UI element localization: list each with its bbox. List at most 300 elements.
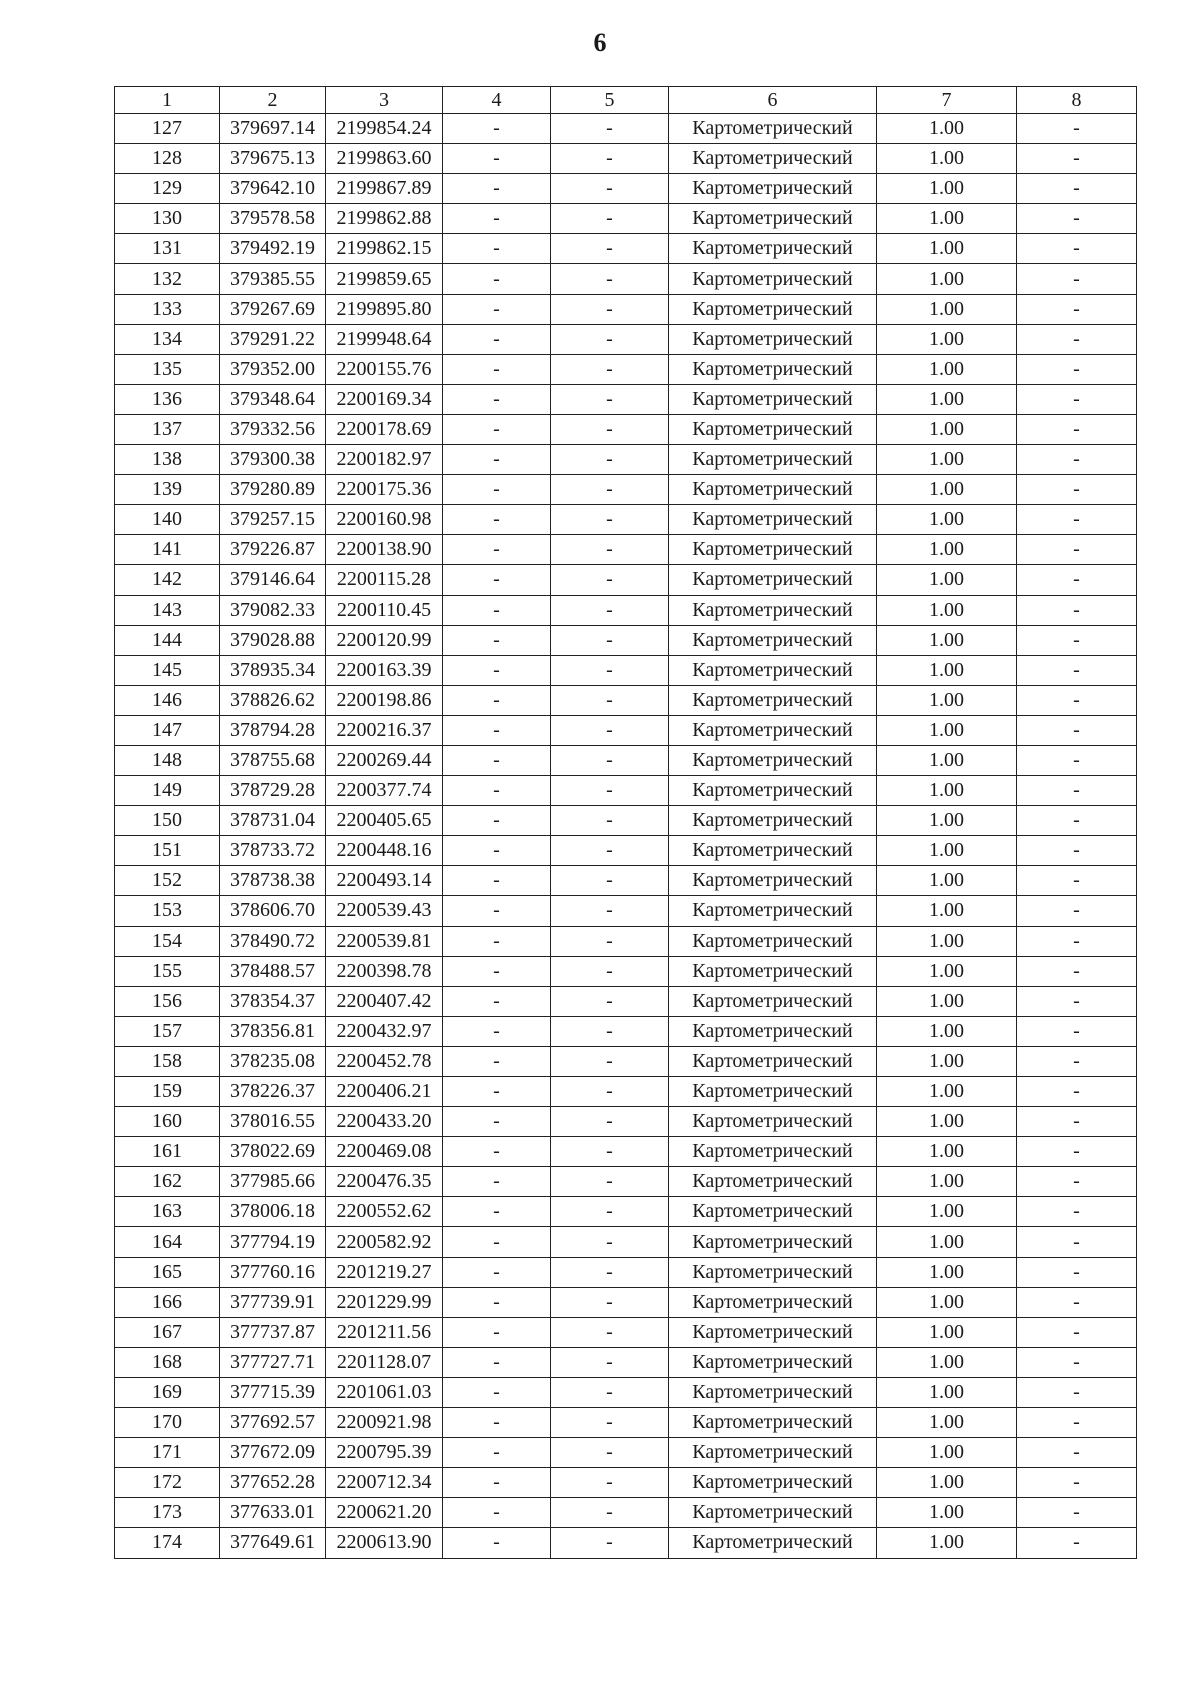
cell-method: Картометрический — [669, 655, 877, 685]
cell-point-number: 167 — [115, 1317, 220, 1347]
cell-col-5: - — [551, 1016, 669, 1046]
table-row — [115, 1077, 1137, 1107]
cell-col-4: - — [443, 625, 551, 655]
cell-col-4: - — [443, 1498, 551, 1528]
cell-col-5: - — [551, 144, 669, 174]
cell-col-5: - — [551, 445, 669, 475]
cell-point-number: 145 — [115, 655, 220, 685]
table-row — [115, 1438, 1137, 1468]
cell-y-coordinate: 2200469.08 — [326, 1137, 443, 1167]
table-row — [115, 836, 1137, 866]
cell-point-number: 138 — [115, 445, 220, 475]
cell-y-coordinate: 2200398.78 — [326, 956, 443, 986]
cell-accuracy: 1.00 — [877, 1287, 1017, 1317]
cell-x-coordinate: 378755.68 — [220, 745, 326, 775]
cell-col-5: - — [551, 174, 669, 204]
cell-col-5: - — [551, 1438, 669, 1468]
cell-accuracy: 1.00 — [877, 625, 1017, 655]
cell-y-coordinate: 2199948.64 — [326, 324, 443, 354]
cell-x-coordinate: 379675.13 — [220, 144, 326, 174]
cell-y-coordinate: 2200582.92 — [326, 1227, 443, 1257]
cell-col-4: - — [443, 294, 551, 324]
cell-col-8: - — [1017, 1317, 1137, 1347]
cell-accuracy: 1.00 — [877, 655, 1017, 685]
cell-col-8: - — [1017, 1498, 1137, 1528]
cell-col-5: - — [551, 1408, 669, 1438]
cell-accuracy: 1.00 — [877, 776, 1017, 806]
cell-col-4: - — [443, 806, 551, 836]
cell-col-8: - — [1017, 1287, 1137, 1317]
cell-point-number: 172 — [115, 1468, 220, 1498]
cell-col-5: - — [551, 354, 669, 384]
cell-col-4: - — [443, 1197, 551, 1227]
cell-accuracy: 1.00 — [877, 1197, 1017, 1227]
cell-col-5: - — [551, 926, 669, 956]
table-row — [115, 1227, 1137, 1257]
cell-x-coordinate: 378356.81 — [220, 1016, 326, 1046]
table-row — [115, 655, 1137, 685]
cell-x-coordinate: 379267.69 — [220, 294, 326, 324]
cell-col-5: - — [551, 1107, 669, 1137]
cell-col-8: - — [1017, 776, 1137, 806]
cell-point-number: 158 — [115, 1046, 220, 1076]
cell-y-coordinate: 2200448.16 — [326, 836, 443, 866]
cell-method: Картометрический — [669, 505, 877, 535]
cell-col-4: - — [443, 655, 551, 685]
cell-col-8: - — [1017, 294, 1137, 324]
cell-accuracy: 1.00 — [877, 414, 1017, 444]
cell-x-coordinate: 378826.62 — [220, 685, 326, 715]
cell-x-coordinate: 379226.87 — [220, 535, 326, 565]
cell-method: Картометрический — [669, 174, 877, 204]
cell-point-number: 166 — [115, 1287, 220, 1317]
cell-accuracy: 1.00 — [877, 685, 1017, 715]
table-header — [115, 87, 1137, 114]
table-row — [115, 715, 1137, 745]
cell-accuracy: 1.00 — [877, 1107, 1017, 1137]
cell-col-5: - — [551, 1137, 669, 1167]
cell-accuracy: 1.00 — [877, 264, 1017, 294]
cell-x-coordinate: 379385.55 — [220, 264, 326, 294]
cell-accuracy: 1.00 — [877, 1377, 1017, 1407]
cell-accuracy: 1.00 — [877, 505, 1017, 535]
cell-point-number: 160 — [115, 1107, 220, 1137]
table-row — [115, 1197, 1137, 1227]
cell-col-4: - — [443, 1528, 551, 1558]
column-header-8: 8 — [1017, 87, 1137, 114]
cell-accuracy: 1.00 — [877, 204, 1017, 234]
cell-y-coordinate: 2200432.97 — [326, 1016, 443, 1046]
table-row — [115, 384, 1137, 414]
cell-col-4: - — [443, 1077, 551, 1107]
table-row — [115, 505, 1137, 535]
cell-col-5: - — [551, 324, 669, 354]
cell-method: Картометрический — [669, 354, 877, 384]
table-row — [115, 745, 1137, 775]
cell-method: Картометрический — [669, 535, 877, 565]
cell-col-4: - — [443, 1287, 551, 1317]
cell-method: Картометрический — [669, 1287, 877, 1317]
cell-y-coordinate: 2200539.81 — [326, 926, 443, 956]
cell-x-coordinate: 378729.28 — [220, 776, 326, 806]
cell-col-8: - — [1017, 384, 1137, 414]
cell-accuracy: 1.00 — [877, 1438, 1017, 1468]
cell-col-4: - — [443, 986, 551, 1016]
cell-y-coordinate: 2199859.65 — [326, 264, 443, 294]
cell-col-8: - — [1017, 1408, 1137, 1438]
cell-y-coordinate: 2200406.21 — [326, 1077, 443, 1107]
cell-col-4: - — [443, 174, 551, 204]
cell-y-coordinate: 2200155.76 — [326, 354, 443, 384]
cell-point-number: 143 — [115, 595, 220, 625]
cell-accuracy: 1.00 — [877, 1468, 1017, 1498]
cell-y-coordinate: 2201211.56 — [326, 1317, 443, 1347]
cell-x-coordinate: 377649.61 — [220, 1528, 326, 1558]
table-row — [115, 625, 1137, 655]
cell-x-coordinate: 378794.28 — [220, 715, 326, 745]
cell-accuracy: 1.00 — [877, 1498, 1017, 1528]
cell-y-coordinate: 2200613.90 — [326, 1528, 443, 1558]
table-row — [115, 1377, 1137, 1407]
cell-point-number: 154 — [115, 926, 220, 956]
cell-col-5: - — [551, 1498, 669, 1528]
cell-col-5: - — [551, 806, 669, 836]
table-row — [115, 595, 1137, 625]
table-row — [115, 896, 1137, 926]
cell-method: Картометрический — [669, 806, 877, 836]
header-row — [115, 87, 1137, 114]
cell-method: Картометрический — [669, 1046, 877, 1076]
cell-col-5: - — [551, 475, 669, 505]
cell-col-4: - — [443, 836, 551, 866]
cell-method: Картометрический — [669, 204, 877, 234]
cell-accuracy: 1.00 — [877, 1046, 1017, 1076]
cell-col-8: - — [1017, 475, 1137, 505]
column-header-5: 5 — [551, 87, 669, 114]
cell-col-8: - — [1017, 565, 1137, 595]
cell-x-coordinate: 379697.14 — [220, 114, 326, 144]
cell-method: Картометрический — [669, 144, 877, 174]
cell-col-8: - — [1017, 1377, 1137, 1407]
cell-col-4: - — [443, 1438, 551, 1468]
table-row — [115, 1287, 1137, 1317]
cell-y-coordinate: 2201229.99 — [326, 1287, 443, 1317]
cell-method: Картометрический — [669, 1107, 877, 1137]
cell-col-4: - — [443, 866, 551, 896]
cell-y-coordinate: 2200115.28 — [326, 565, 443, 595]
cell-col-5: - — [551, 1287, 669, 1317]
table-row — [115, 1498, 1137, 1528]
cell-col-4: - — [443, 1046, 551, 1076]
cell-y-coordinate: 2201219.27 — [326, 1257, 443, 1287]
table-row — [115, 1468, 1137, 1498]
cell-y-coordinate: 2201128.07 — [326, 1347, 443, 1377]
cell-method: Картометрический — [669, 234, 877, 264]
cell-accuracy: 1.00 — [877, 1137, 1017, 1167]
cell-method: Картометрический — [669, 715, 877, 745]
cell-x-coordinate: 377633.01 — [220, 1498, 326, 1528]
coordinates-table — [114, 86, 1137, 1559]
cell-col-4: - — [443, 685, 551, 715]
cell-col-4: - — [443, 264, 551, 294]
cell-x-coordinate: 378354.37 — [220, 986, 326, 1016]
cell-col-4: - — [443, 535, 551, 565]
cell-method: Картометрический — [669, 1227, 877, 1257]
cell-point-number: 130 — [115, 204, 220, 234]
cell-x-coordinate: 377794.19 — [220, 1227, 326, 1257]
cell-point-number: 157 — [115, 1016, 220, 1046]
cell-point-number: 135 — [115, 354, 220, 384]
table-row — [115, 204, 1137, 234]
table-row — [115, 866, 1137, 896]
cell-col-4: - — [443, 1167, 551, 1197]
cell-x-coordinate: 379257.15 — [220, 505, 326, 535]
cell-y-coordinate: 2200433.20 — [326, 1107, 443, 1137]
cell-col-8: - — [1017, 926, 1137, 956]
cell-point-number: 149 — [115, 776, 220, 806]
cell-col-5: - — [551, 1077, 669, 1107]
cell-method: Картометрический — [669, 1347, 877, 1377]
cell-point-number: 153 — [115, 896, 220, 926]
cell-accuracy: 1.00 — [877, 565, 1017, 595]
cell-col-8: - — [1017, 1468, 1137, 1498]
cell-col-4: - — [443, 1016, 551, 1046]
cell-point-number: 133 — [115, 294, 220, 324]
cell-col-4: - — [443, 384, 551, 414]
cell-point-number: 146 — [115, 685, 220, 715]
cell-col-5: - — [551, 1167, 669, 1197]
cell-x-coordinate: 377760.16 — [220, 1257, 326, 1287]
cell-method: Картометрический — [669, 565, 877, 595]
cell-x-coordinate: 378016.55 — [220, 1107, 326, 1137]
cell-method: Картометрический — [669, 1408, 877, 1438]
cell-method: Картометрический — [669, 414, 877, 444]
cell-accuracy: 1.00 — [877, 1528, 1017, 1558]
cell-point-number: 134 — [115, 324, 220, 354]
cell-y-coordinate: 2199854.24 — [326, 114, 443, 144]
cell-col-8: - — [1017, 1197, 1137, 1227]
cell-col-5: - — [551, 745, 669, 775]
cell-col-5: - — [551, 1317, 669, 1347]
table-row — [115, 264, 1137, 294]
cell-method: Картометрический — [669, 986, 877, 1016]
cell-method: Картометрический — [669, 1077, 877, 1107]
cell-y-coordinate: 2199862.15 — [326, 234, 443, 264]
cell-y-coordinate: 2200110.45 — [326, 595, 443, 625]
cell-col-5: - — [551, 625, 669, 655]
cell-point-number: 144 — [115, 625, 220, 655]
cell-col-8: - — [1017, 1227, 1137, 1257]
cell-y-coordinate: 2200795.39 — [326, 1438, 443, 1468]
cell-point-number: 140 — [115, 505, 220, 535]
cell-col-4: - — [443, 1468, 551, 1498]
table-row — [115, 1137, 1137, 1167]
table-row — [115, 324, 1137, 354]
cell-col-5: - — [551, 1468, 669, 1498]
cell-col-5: - — [551, 1227, 669, 1257]
table-row — [115, 1408, 1137, 1438]
table-row — [115, 776, 1137, 806]
cell-point-number: 165 — [115, 1257, 220, 1287]
cell-point-number: 128 — [115, 144, 220, 174]
cell-method: Картометрический — [669, 776, 877, 806]
cell-method: Картометрический — [669, 475, 877, 505]
cell-point-number: 137 — [115, 414, 220, 444]
cell-y-coordinate: 2200182.97 — [326, 445, 443, 475]
cell-accuracy: 1.00 — [877, 986, 1017, 1016]
cell-accuracy: 1.00 — [877, 1408, 1017, 1438]
cell-method: Картометрический — [669, 1468, 877, 1498]
cell-x-coordinate: 378235.08 — [220, 1046, 326, 1076]
cell-method: Картометрический — [669, 1377, 877, 1407]
cell-x-coordinate: 378733.72 — [220, 836, 326, 866]
cell-point-number: 152 — [115, 866, 220, 896]
cell-x-coordinate: 379280.89 — [220, 475, 326, 505]
cell-x-coordinate: 379578.58 — [220, 204, 326, 234]
cell-x-coordinate: 378935.34 — [220, 655, 326, 685]
cell-x-coordinate: 379146.64 — [220, 565, 326, 595]
cell-col-5: - — [551, 1046, 669, 1076]
cell-col-4: - — [443, 595, 551, 625]
cell-method: Картометрический — [669, 445, 877, 475]
cell-col-4: - — [443, 505, 551, 535]
cell-x-coordinate: 378006.18 — [220, 1197, 326, 1227]
table-row — [115, 806, 1137, 836]
cell-x-coordinate: 378490.72 — [220, 926, 326, 956]
table-row — [115, 414, 1137, 444]
cell-col-8: - — [1017, 264, 1137, 294]
cell-col-4: - — [443, 1107, 551, 1137]
cell-point-number: 136 — [115, 384, 220, 414]
cell-col-5: - — [551, 535, 669, 565]
table-row — [115, 114, 1137, 144]
cell-col-5: - — [551, 384, 669, 414]
cell-y-coordinate: 2200552.62 — [326, 1197, 443, 1227]
cell-method: Картометрический — [669, 595, 877, 625]
cell-col-5: - — [551, 896, 669, 926]
cell-accuracy: 1.00 — [877, 715, 1017, 745]
cell-x-coordinate: 378022.69 — [220, 1137, 326, 1167]
cell-method: Картометрический — [669, 1317, 877, 1347]
cell-col-8: - — [1017, 354, 1137, 384]
cell-x-coordinate: 377737.87 — [220, 1317, 326, 1347]
cell-y-coordinate: 2200216.37 — [326, 715, 443, 745]
cell-col-4: - — [443, 1347, 551, 1377]
table-row — [115, 354, 1137, 384]
cell-x-coordinate: 378606.70 — [220, 896, 326, 926]
cell-point-number: 139 — [115, 475, 220, 505]
table-row — [115, 1317, 1137, 1347]
cell-col-8: - — [1017, 956, 1137, 986]
table-row — [115, 1257, 1137, 1287]
cell-col-5: - — [551, 264, 669, 294]
cell-accuracy: 1.00 — [877, 595, 1017, 625]
cell-y-coordinate: 2200160.98 — [326, 505, 443, 535]
cell-accuracy: 1.00 — [877, 354, 1017, 384]
cell-col-4: - — [443, 745, 551, 775]
cell-x-coordinate: 377692.57 — [220, 1408, 326, 1438]
cell-x-coordinate: 378738.38 — [220, 866, 326, 896]
cell-col-8: - — [1017, 836, 1137, 866]
column-header-6: 6 — [669, 87, 877, 114]
cell-accuracy: 1.00 — [877, 806, 1017, 836]
cell-x-coordinate: 377985.66 — [220, 1167, 326, 1197]
cell-x-coordinate: 379348.64 — [220, 384, 326, 414]
cell-y-coordinate: 2200452.78 — [326, 1046, 443, 1076]
table-row — [115, 1347, 1137, 1377]
cell-col-8: - — [1017, 685, 1137, 715]
cell-col-5: - — [551, 986, 669, 1016]
cell-point-number: 162 — [115, 1167, 220, 1197]
cell-method: Картометрический — [669, 1257, 877, 1287]
cell-col-8: - — [1017, 535, 1137, 565]
cell-col-4: - — [443, 956, 551, 986]
cell-method: Картометрический — [669, 324, 877, 354]
cell-accuracy: 1.00 — [877, 1257, 1017, 1287]
cell-col-8: - — [1017, 1528, 1137, 1558]
cell-col-8: - — [1017, 1077, 1137, 1107]
cell-point-number: 155 — [115, 956, 220, 986]
cell-col-5: - — [551, 836, 669, 866]
cell-y-coordinate: 2199867.89 — [326, 174, 443, 204]
cell-col-8: - — [1017, 1107, 1137, 1137]
cell-point-number: 171 — [115, 1438, 220, 1468]
cell-method: Картометрический — [669, 1438, 877, 1468]
cell-y-coordinate: 2200405.65 — [326, 806, 443, 836]
cell-col-4: - — [443, 234, 551, 264]
table-row — [115, 174, 1137, 204]
cell-col-5: - — [551, 505, 669, 535]
cell-x-coordinate: 378731.04 — [220, 806, 326, 836]
table-body — [115, 114, 1137, 1559]
cell-y-coordinate: 2200138.90 — [326, 535, 443, 565]
cell-col-8: - — [1017, 745, 1137, 775]
cell-method: Картометрический — [669, 294, 877, 324]
cell-accuracy: 1.00 — [877, 1347, 1017, 1377]
cell-x-coordinate: 377727.71 — [220, 1347, 326, 1377]
cell-col-5: - — [551, 1377, 669, 1407]
cell-point-number: 150 — [115, 806, 220, 836]
cell-col-4: - — [443, 1257, 551, 1287]
cell-col-5: - — [551, 204, 669, 234]
cell-point-number: 148 — [115, 745, 220, 775]
cell-x-coordinate: 377739.91 — [220, 1287, 326, 1317]
cell-point-number: 142 — [115, 565, 220, 595]
cell-col-4: - — [443, 1227, 551, 1257]
cell-y-coordinate: 2201061.03 — [326, 1377, 443, 1407]
cell-col-8: - — [1017, 1016, 1137, 1046]
table-row — [115, 565, 1137, 595]
cell-col-4: - — [443, 565, 551, 595]
cell-col-8: - — [1017, 1438, 1137, 1468]
cell-method: Картометрический — [669, 1528, 877, 1558]
cell-col-4: - — [443, 1408, 551, 1438]
cell-col-4: - — [443, 445, 551, 475]
table-row — [115, 956, 1137, 986]
table-row — [115, 1167, 1137, 1197]
cell-col-5: - — [551, 655, 669, 685]
column-header-1: 1 — [115, 87, 220, 114]
cell-method: Картометрический — [669, 1016, 877, 1046]
cell-method: Картометрический — [669, 625, 877, 655]
cell-col-4: - — [443, 896, 551, 926]
cell-col-5: - — [551, 866, 669, 896]
cell-y-coordinate: 2200921.98 — [326, 1408, 443, 1438]
cell-col-4: - — [443, 1317, 551, 1347]
column-header-4: 4 — [443, 87, 551, 114]
cell-col-8: - — [1017, 715, 1137, 745]
cell-y-coordinate: 2200407.42 — [326, 986, 443, 1016]
